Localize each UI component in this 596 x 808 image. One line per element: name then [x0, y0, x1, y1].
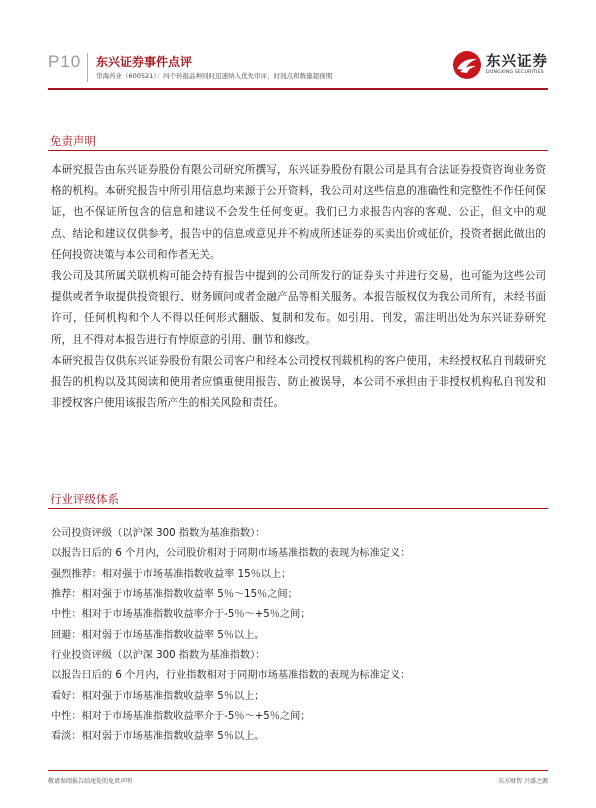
rating-line: 强烈推荐：相对强于市场基准指数收益率 15％以上；: [51, 568, 292, 580]
disclaimer-paragraph-1: 本研究报告由东兴证券股份有限公司研究所撰写，东兴证券股份有限公司是具有合法证券投资咨询业务资格的机构。本研究报告中所引用信息均来源于公开资料，我公司对这些信息的准确性和完整性不作任何保证，也不保证所包含的信息和建议不会发生任何变更。我们已力求报告内容的客观、公正，但文中的观点、结论和建议仅供参考，报告中的信息或意见并不构成所述证券的买卖出价或征价，投资者据此做出的任何投资决策与本公司和作者无关。: [51, 164, 546, 261]
page-header: [0, 0, 596, 90]
disclaimer-paragraph-2: 我公司及其所属关联机构可能会持有报告中提到的公司所发行的证券头寸并进行交易，也可能为这些公司提供或者争取提供投资银行、财务顾问或者金融产品等相关服务。本报告版权仅为我公司所有，未经书面许可，任何机构和个人不得以任何形式翻版、复制和发布。如引用、刊发，需注明出处为东兴证券研究所，且不得对本报告进行有悖原意的引用、删节和修改。: [51, 270, 546, 346]
disclaimer-title: 免责声明: [50, 134, 96, 148]
rating-line: 看淡：相对弱于市场基准指数收益率 5％以上。: [51, 731, 265, 743]
rating-line: 看好：相对强于市场基准指数收益率 5％以上；: [51, 690, 265, 702]
rating-line: 推荐：相对强于市场基准指数收益率 5％～15％之间；: [51, 589, 298, 601]
disclaimer-body: [51, 160, 546, 414]
rating-line: 中性：相对于市场基准指数收益率介于-5％～+5％之间；: [51, 711, 311, 723]
logo-text-en: DONGXING SECURITIES: [486, 70, 544, 75]
rating-line: 以报告日后的 6 个月内，公司股价相对于同期市场基准指数的表现为标准定义：: [51, 548, 411, 560]
footer-disclaimer-note: 敬请参阅报告结尾处的免责声明: [48, 778, 133, 785]
footer-rule: [48, 770, 548, 771]
report-subtitle: 华海药业（600521）：四个转报品种同时迅速纳入优先审评，时间点和数量超预期: [96, 72, 333, 80]
disclaimer-rule: [48, 150, 548, 151]
rating-line: 公司投资评级（以沪深 300 指数为基准指数）：: [51, 528, 266, 539]
header-rule: [48, 88, 548, 90]
disclaimer-paragraph-3: 本研究报告仅供东兴证券股份有限公司客户和经本公司授权刊载机构的客户使用，未经授权私自刊载研究报告的机构以及其阅读和使用者应慎重使用报告、防止被误导，本公司不承担由于非授权机构私自刊发和非授权客户使用该报告所产生的相关风险和责任。: [51, 354, 546, 410]
page-number: P10: [48, 52, 82, 71]
rating-line: 中性：相对于市场基准指数收益率介于-5％～+5％之间；: [51, 609, 311, 621]
series-title: 东兴证券事件点评: [96, 55, 193, 69]
ratings-rule: [48, 508, 548, 509]
header-divider: [87, 53, 88, 82]
rating-line: 回避：相对弱于市场基准指数收益率 5％以上。: [51, 629, 265, 641]
company-logo: [452, 47, 552, 83]
rating-system: [51, 524, 546, 748]
logo-text-cn: 东兴证券: [486, 54, 548, 70]
rating-line: 以报告日后的 6 个月内，行业指数相对于同期市场基准指数的表现为标准定义：: [51, 670, 411, 682]
logo-mark-icon: [452, 50, 482, 80]
ratings-title: 行业评级体系: [50, 492, 119, 506]
footer-slogan: 东方财智 兴盛之源: [498, 778, 548, 785]
rating-line: 行业投资评级（以沪深 300 指数为基准指数）：: [51, 650, 266, 662]
